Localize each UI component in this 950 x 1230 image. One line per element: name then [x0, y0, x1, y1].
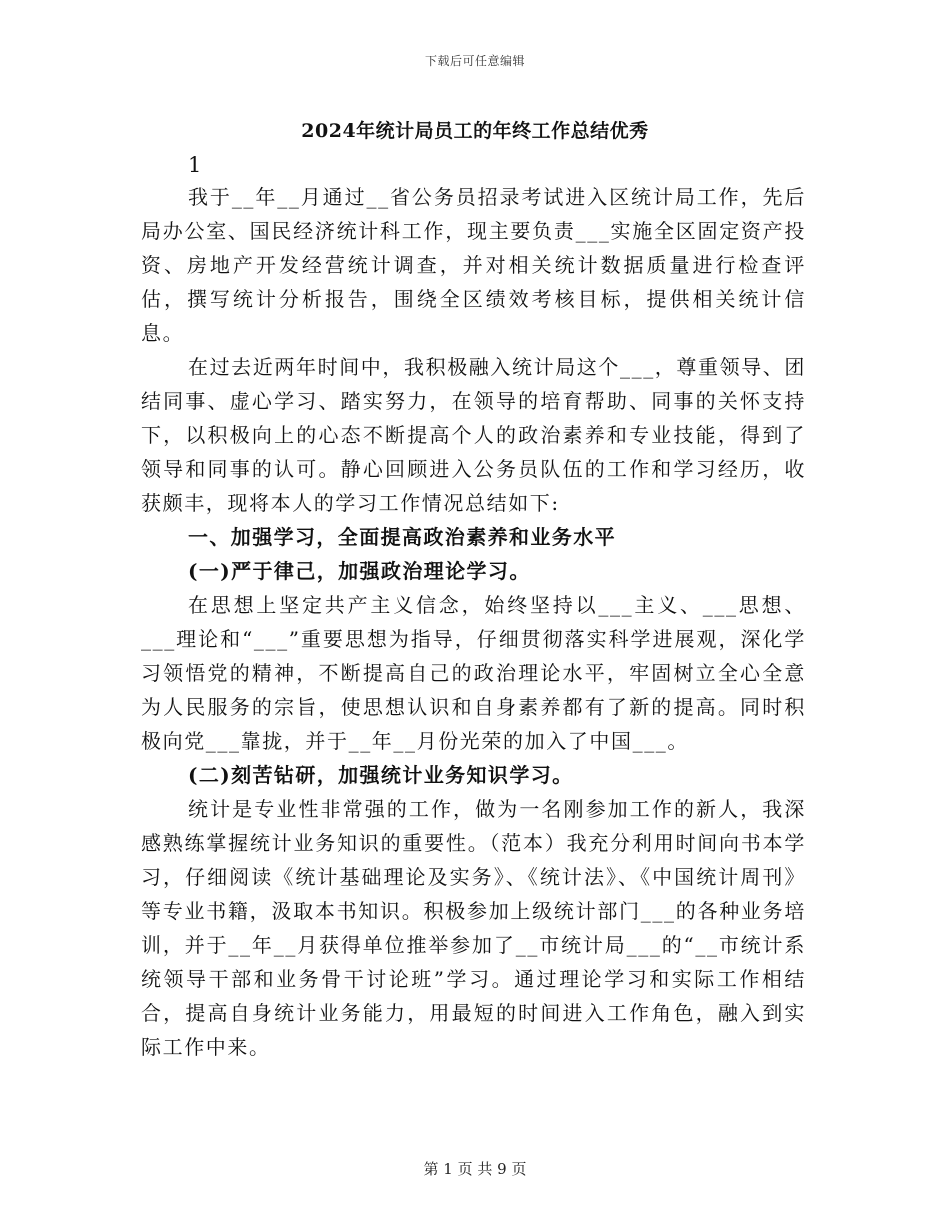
paragraph-political-study: 在思想上坚定共产主义信念，始终坚持以___主义、___思想、___理论和“___”重要思想为指导，仔细贯彻落实科学进展观，深化学习领悟党的精神，不断提高自己的政治理论水平，牢固树立全心全意为人民服务的宗旨，使思想认识和自身素养都有了新的提高。同时积极向党___靠拢，并于__年__月份光荣的加入了中国___。 [141, 593, 806, 753]
subheading-business-study: (二)刻苦钻研，加强统计业务知识学习。 [188, 763, 574, 787]
document-body [141, 150, 806, 1064]
page-footer: 第 1 页 共 9 页 [423, 1160, 527, 1178]
paragraph-business-study: 统计是专业性非常强的工作，做为一名刚参加工作的新人，我深感熟练掌握统计业务知识的重要性。（范本）我充分利用时间向书本学习，仔细阅读《统计基础理论及实务》、《统计法》、《中国统计周刊》等专业书籍，汲取本书知识。积极参加上级统计部门___的各种业务培训，并于__年__月获得单位推举参加了__市统计局___的“__市统计系统领导干部和业务骨干讨论班”学习。通过理论学习和实际工作相结合，提高自身统计业务能力，用最短的时间进入工作角色，融入到实际工作中来。 [141, 797, 806, 1059]
subheading-political-study: (一)严于律己，加强政治理论学习。 [188, 559, 531, 583]
section-number: 1 [188, 153, 202, 177]
heading-section-one: 一、加强学习，全面提高政治素养和业务水平 [188, 525, 616, 549]
header-note: 下载后可任意编辑 [424, 54, 525, 68]
paragraph-review: 在过去近两年时间中，我积极融入统计局这个___，尊重领导、团结同事、虚心学习、踏实努力，在领导的培育帮助、同事的关怀支持下，以积极向上的心态不断提高个人的政治素养和专业技能，得到了领导和同事的认可。静心回顾进入公务员队伍的工作和学习经历，收获颇丰，现将本人的学习工作情况总结如下: [141, 355, 806, 515]
document-title: 2024年统计局员工的年终工作总结优秀 [301, 120, 649, 142]
paragraph-intro: 我于__年__月通过__省公务员招录考试进入区统计局工作，先后局办公室、国民经济统计科工作，现主要负责___实施全区固定资产投资、房地产开发经营统计调查，并对相关统计数据质量进行检查评估，撰写统计分析报告，围绕全区绩效考核目标，提供相关统计信息。 [141, 185, 806, 345]
